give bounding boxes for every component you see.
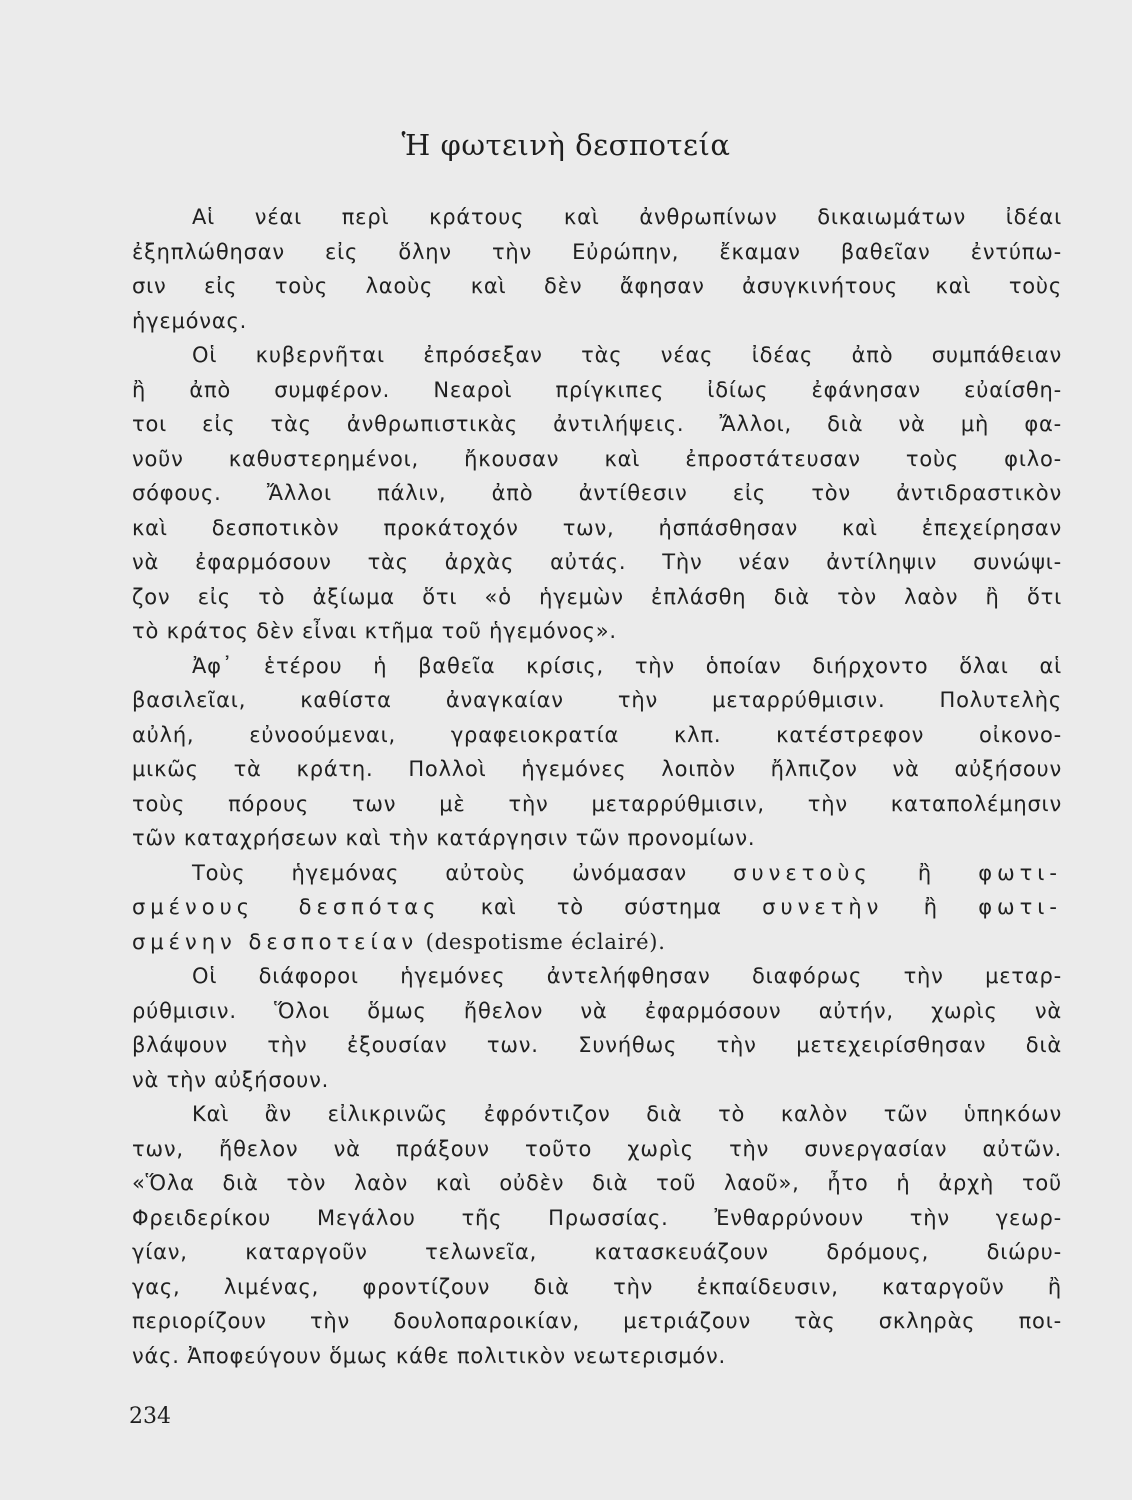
text-line: περιορίζουν τὴν δουλοπαροικίαν, μετριάζουν τὰς σκληρὰς ποι-	[132, 1309, 1062, 1333]
text-line: Αἱ νέαι περὶ κράτους καὶ ἀνθρωπίνων δικαιωμάτων ἰδέαι	[192, 205, 1062, 229]
text-line: νοῦν καθυστερημένοι, ἤκουσαν καὶ ἐπροστάτευσαν τοὺς φιλο-	[132, 446, 1062, 471]
text-line: των, ἤθελον νὰ πράξουν τοῦτο χωρὶς τὴν συνεργασίαν αὐτῶν.	[132, 1136, 1062, 1161]
text-line: γίαν, καταργοῦν τελωνεῖα, κατασκευάζουν δρόμους, διώρυ-	[132, 1240, 1062, 1264]
body-text	[132, 200, 1062, 1373]
text-line: Ἀφ᾿ ἑτέρου ἡ βαθεῖα κρίσις, τὴν ὁποίαν διήρχοντο ὅλαι αἱ	[192, 653, 1062, 678]
text-line: Καὶ ἂν εἰλικρινῶς ἐφρόντιζον διὰ τὸ καλὸν τῶν ὑπηκόων	[192, 1102, 1062, 1126]
text-line: νὰ τὴν αὐξήσουν.	[132, 1067, 330, 1092]
chapter-title: Ἡ φωτεινὴ δεσποτεία	[401, 128, 731, 162]
text-line: βλάψουν τὴν ἐξουσίαν των. Συνήθως τὴν μετεχειρίσθησαν διὰ	[132, 1033, 1062, 1057]
text-line: Οἱ κυβερνῆται ἐπρόσεξαν τὰς νέας ἰδέας ἀπὸ συμπάθειαν	[192, 343, 1062, 367]
text-line: αὐλή, εὐνοούμεναι, γραφειοκρατία κλπ. κατέστρεφον οἰκονο-	[132, 722, 1062, 747]
spaced-term: σμένην δεσποτείαν	[132, 929, 419, 954]
text-line: «Ὅλα διὰ τὸν λαὸν καὶ οὐδὲν διὰ τοῦ λαοῦ», ἦτο ἡ ἀρχὴ τοῦ	[132, 1171, 1062, 1195]
text-line: νὰ ἐφαρμόσουν τὰς ἀρχὰς αὐτάς. Τὴν νέαν ἀντίληψιν συνώψι-	[132, 550, 1062, 574]
text-line	[132, 856, 1062, 891]
text-line: νάς. Ἀποφεύγουν ὅμως κάθε πολιτικὸν νεωτερισμόν.	[132, 1343, 727, 1368]
page-number: 234	[129, 1404, 171, 1429]
text-line	[132, 890, 1062, 925]
text-span: Τοὺς ἡγεμόνας αὐτοὺς ὠνόμασαν	[192, 860, 687, 885]
text-line: γας, λιμένας, φροντίζουν διὰ τὴν ἐκπαίδευσιν, καταργοῦν ἢ	[132, 1274, 1062, 1299]
spaced-term: συνετοὺς	[733, 860, 872, 885]
text-line: βασιλεῖαι, καθίστα ἀναγκαίαν τὴν μεταρρύθμισιν. Πολυτελὴς	[132, 688, 1062, 712]
text-line: Φρειδερίκου Μεγάλου τῆς Πρωσσίας. Ἐνθαρρύνουν τὴν γεωρ-	[132, 1205, 1062, 1230]
spaced-term: φωτι-	[978, 860, 1062, 885]
text-span: ἢ	[917, 860, 933, 885]
text-line: σιν εἰς τοὺς λαοὺς καὶ δὲν ἄφησαν ἀσυγκινήτους καὶ τοὺς	[132, 274, 1062, 298]
text-line: σόφους. Ἄλλοι πάλιν, ἀπὸ ἀντίθεσιν εἰς τὸν ἀντιδραστικὸν	[132, 481, 1062, 505]
text-line: ἐξηπλώθησαν εἰς ὅλην τὴν Εὐρώπην, ἔκαμαν βαθεῖαν ἐντύπω-	[132, 239, 1062, 264]
french-term: (despotisme éclairé).	[425, 929, 666, 954]
spaced-term: φωτι-	[978, 895, 1062, 919]
text-line: ἢ ἀπὸ συμφέρον. Νεαροὶ πρίγκιπες ἰδίως ἐφάνησαν εὐαίσθη-	[132, 377, 1062, 402]
text-line: τὸ κράτος δὲν εἶναι κτῆμα τοῦ ἡγεμόνος».	[132, 619, 617, 643]
text-line: μικῶς τὰ κράτη. Πολλοὶ ἡγεμόνες λοιπὸν ἤλπιζον νὰ αὐξήσουν	[132, 757, 1062, 781]
text-line: τῶν καταχρήσεων καὶ τὴν κατάργησιν τῶν προνομίων.	[132, 826, 756, 850]
text-line: ρύθμισιν. Ὅλοι ὅμως ἤθελον νὰ ἐφαρμόσουν αὐτήν, χωρὶς νὰ	[132, 998, 1062, 1023]
text-line: τοὺς πόρους των μὲ τὴν μεταρρύθμισιν, τὴν καταπολέμησιν	[132, 791, 1062, 816]
text-line: καὶ δεσποτικὸν προκάτοχόν των, ἠσπάσθησαν καὶ ἐπεχείρησαν	[132, 515, 1062, 540]
spaced-term: συνετὴν	[762, 895, 884, 919]
text-span: ἢ	[923, 895, 938, 919]
text-line: τοι εἰς τὰς ἀνθρωπιστικὰς ἀντιλήψεις. Ἄλλοι, διὰ νὰ μὴ φα-	[132, 412, 1062, 436]
text-line: Οἱ διάφοροι ἡγεμόνες ἀντελήφθησαν διαφόρως τὴν μεταρ-	[192, 964, 1062, 988]
text-span: καὶ τὸ σύστημα	[480, 895, 722, 919]
text-line: ζον εἰς τὸ ἀξίωμα ὅτι «ὁ ἡγεμὼν ἐπλάσθη διὰ τὸν λαὸν ἢ ὅτι	[132, 584, 1062, 609]
text-line	[132, 925, 1062, 960]
spaced-term: σμένους δεσπότας	[132, 895, 441, 919]
text-line: ἡγεμόνας.	[132, 308, 248, 333]
